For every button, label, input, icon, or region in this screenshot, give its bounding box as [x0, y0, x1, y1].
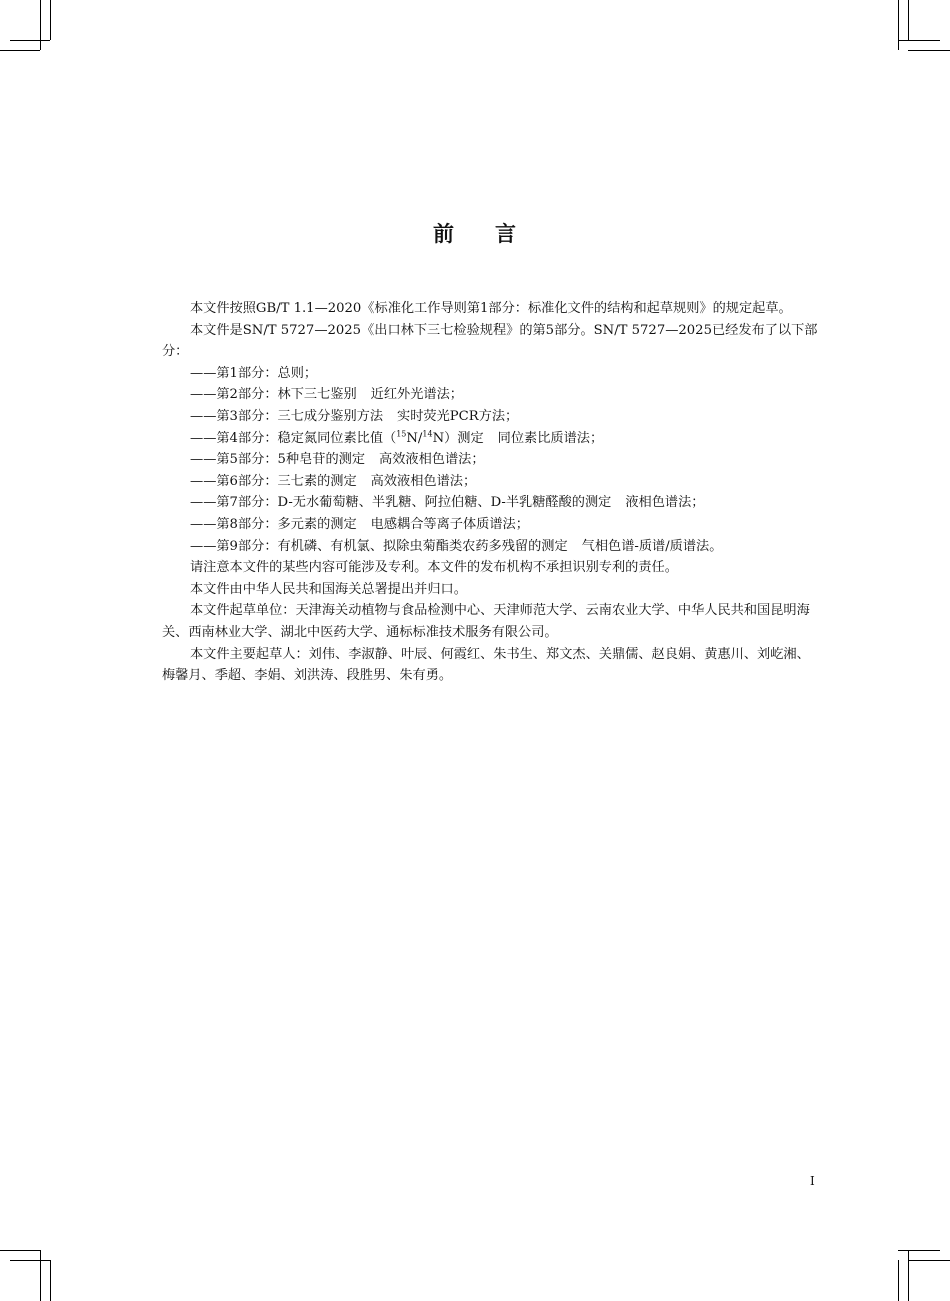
paragraph-drafting-units: 本文件起草单位：天津海关动植物与食品检测中心、天津师范大学、云南农业大学、中华人民共和国昆明海关、西南林业大学、湖北中医药大学、通标标准技术服务有限公司。 [162, 603, 810, 640]
paragraph-standard-basis: 本文件按照GB/T 1.1—2020《标准化工作导则第1部分：标准化文件的结构和起草规则》的规定起草。 [190, 301, 792, 316]
paragraph-proposer: 本文件由中华人民共和国海关总署提出并归口。 [190, 581, 467, 597]
list-item-part-6: ——第6部分：三七素的测定 高效液相色谱法； [190, 473, 477, 489]
list-item-part-2: ——第2部分：林下三七鉴别 近红外光谱法； [190, 387, 463, 403]
page-number: I [810, 1174, 815, 1188]
list-item-part-9: ——第9部分：有机磷、有机氯、拟除虫菊酯类农药多残留的测定 气相色谱-质谱/质谱法。 [190, 538, 723, 554]
foreword-body [162, 298, 822, 687]
paragraph-document-series: 本文件是SN/T 5727—2025《出口林下三七检验规程》的第5部分。SN/T 5727—2025已经发布了以下部分： [162, 322, 818, 360]
page-title [0, 218, 950, 248]
list-item-part-1: ——第1部分：总则； [190, 365, 318, 381]
list-item-part-8: ——第8部分：多元素的测定 电感耦合等离子体质谱法； [190, 516, 529, 532]
list-item-part-5: ——第5部分：5种皂苷的测定 高效液相色谱法； [190, 452, 485, 468]
paragraph-drafters: 本文件主要起草人：刘伟、李淑静、叶辰、何霞红、朱书生、郑文杰、关鼎儒、赵良娟、黄惠川、刘屹湘、梅馨月、季超、李娟、刘洪涛、段胜男、朱有勇。 [162, 646, 810, 684]
paragraph-patent-notice: 请注意本文件的某些内容可能涉及专利。本文件的发布机构不承担识别专利的责任。 [190, 560, 678, 576]
list-item-part-7: ——第7部分：D-无水葡萄糖、半乳糖、阿拉伯糖、D-半乳糖醛酸的测定 液相色谱法； [190, 495, 705, 511]
list-item-part-3: ——第3部分：三七成分鉴别方法 实时荧光PCR方法； [190, 408, 519, 424]
list-item-part-4: ——第4部分：稳定氮同位素比值（$^{15}$N/$^{14}$N）测定 同位素比质谱法； [190, 429, 604, 446]
title-char-2: 言 [495, 222, 517, 246]
title-char-1: 前 [433, 222, 455, 246]
